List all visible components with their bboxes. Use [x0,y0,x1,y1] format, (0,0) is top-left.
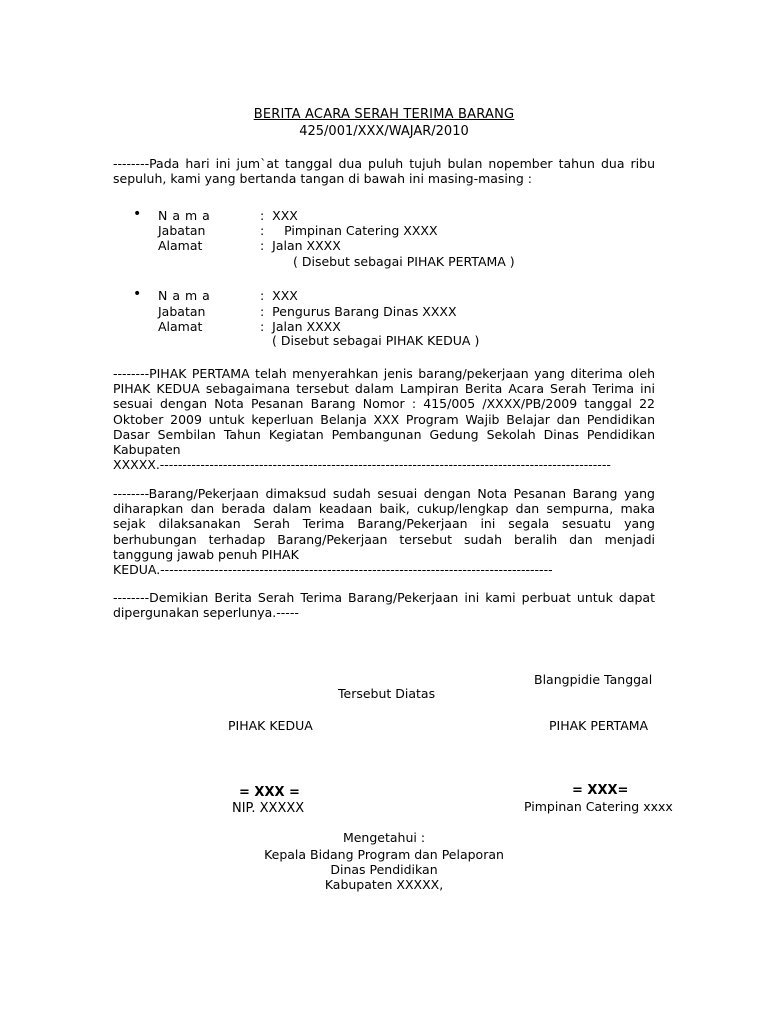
signer-left-name: = XXX = [239,785,300,800]
handover-text: --------PIHAK PERTAMA telah menyerahkan jenis barang/pekerjaan yang diterima oleh PIHAK KEDUA sebagaimana tersebut dalam Lampiran Berita Acara Serah Terima ini sesuai dengan Nota Pesanan Barang Nomor : 415/005 /XXXX/PB/2009 tanggal 22 Oktober 2009 untuk keperluan Belanja XXX Program Wajib Belajar dan Pendidikan Dasar Sembilan Tahun Kegiatan Pembangunan Gedung Sekolah Dinas Pendidikan Kabupaten [113,366,655,458]
nama-label: N a m a [158,208,211,223]
jabatan-value: : Pimpinan Catering XXXX [260,223,438,238]
tersebut-diatas: Tersebut Diatas [338,686,436,701]
nama-label: N a m a [158,288,211,303]
nama-value: : XXX [260,288,298,303]
bullet-icon: • [133,286,142,302]
acknowledge-line-3: Kabupaten XXXXX, [324,877,444,892]
nama-value: : XXX [260,208,298,223]
acknowledge-heading: Mengetahui : [342,830,426,845]
signer-right-role: PIHAK PERTAMA [549,718,649,733]
party-second-note: ( Disebut sebagai PIHAK KEDUA ) [272,333,480,348]
signer-right-title: Pimpinan Catering xxxx [524,799,673,814]
jabatan-label: Jabatan [158,304,206,319]
place-date: Blangpidie Tanggal [534,672,653,687]
alamat-label: Alamat [158,238,203,253]
document-number: 425/001/XXX/WAJAR/2010 [299,124,469,139]
alamat-label: Alamat [158,319,203,334]
handover-dash-line: XXXXX.---------------------------------------------------------------------------------------------------- [113,457,611,473]
party-first-note: ( Disebut sebagai PIHAK PERTAMA ) [293,254,515,269]
signer-right-name: = XXX= [572,783,629,798]
jabatan-label: Jabatan [158,223,206,238]
bullet-icon: • [133,206,142,222]
signer-left-nip: NIP. XXXXX [232,801,305,816]
condition-dash-line: KEDUA.--------------------------------------------------------------------------------------- [113,562,553,578]
document-title: BERITA ACARA SERAH TERIMA BARANG [253,107,515,122]
closing-paragraph: --------Demikian Berita Serah Terima Barang/Pekerjaan ini kami perbuat untuk dapat dipergunakan seperlunya.----- [113,590,655,621]
condition-paragraph [113,486,655,577]
alamat-value: : Jalan XXXX [260,238,341,253]
acknowledge-line-1: Kepala Bidang Program dan Pelaporan [264,847,504,862]
acknowledge-line-2: Dinas Pendidikan [330,862,438,877]
signer-left-role: PIHAK KEDUA [228,718,313,733]
intro-paragraph: --------Pada hari ini jum`at tanggal dua puluh tujuh bulan nopember tahun dua ribu sepuluh, kami yang bertanda tangan di bawah ini masing-masing : [113,156,655,187]
alamat-value: : Jalan XXXX [260,319,341,334]
condition-text: --------Barang/Pekerjaan dimaksud sudah sesuai dengan Nota Pesanan Barang yang diharapkan dan berada dalam keadaan baik, cukup/lengkap dan sempurna, maka sejak dilaksanakan Serah Terima Barang/Pekerjaan ini segala sesuatu yang berhubungan terhadap Barang/Pekerjaan tersebut sudah beralih dan menjadi tanggung jawab penuh PIHAK [113,486,655,562]
handover-paragraph [113,366,655,472]
jabatan-value: : Pengurus Barang Dinas XXXX [260,304,457,319]
